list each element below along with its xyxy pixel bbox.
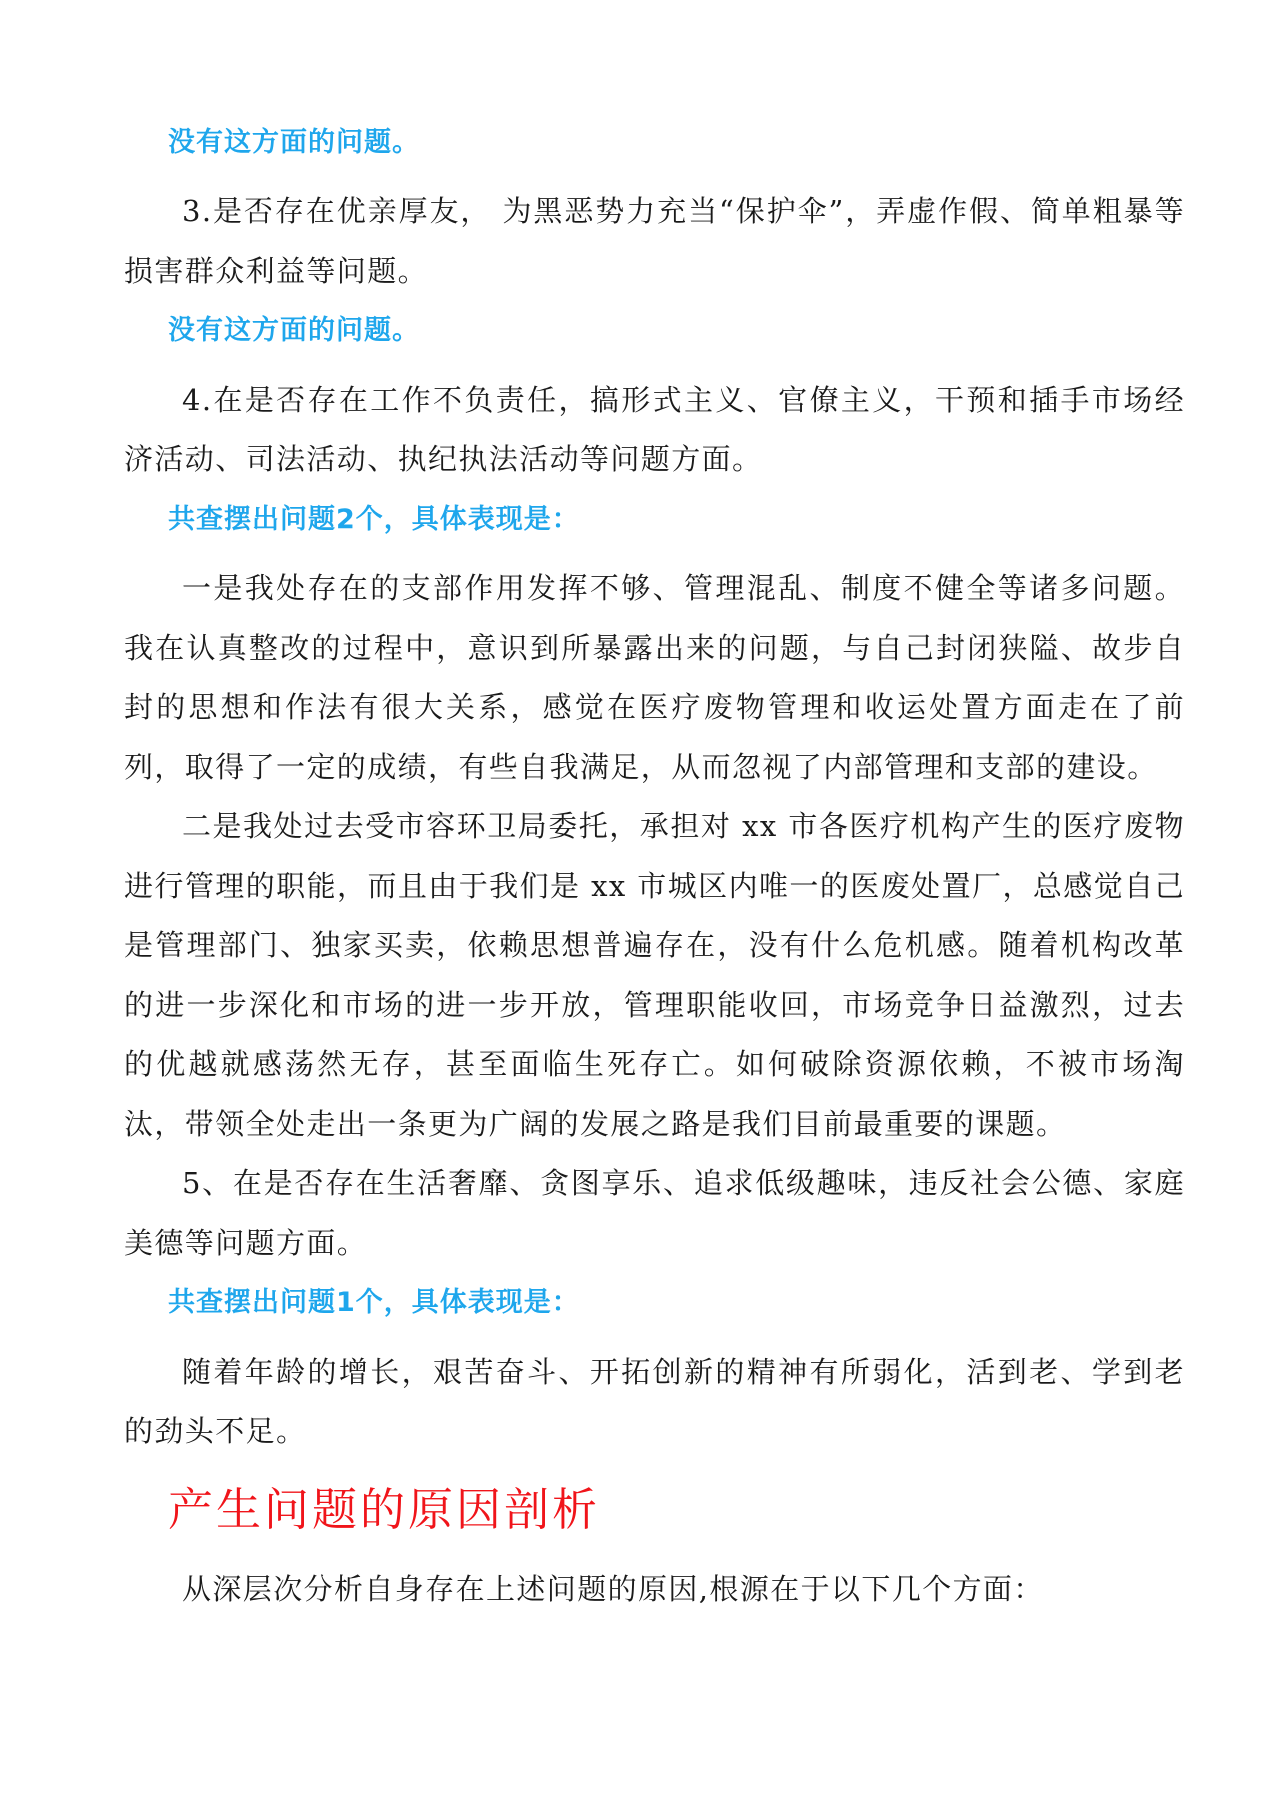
document-body [124,113,1185,1620]
section-heading: 产生问题的原因剖析 [168,1482,601,1536]
item-5-question: 5、在是否存在生活奢靡、贪图享乐、追求低级趣味，违反社会公德、家庭美德等问题方面。 [124,1166,1185,1260]
item-4-summary: 共查摆出问题2个，具体表现是： [168,503,580,535]
item-4-problem-1: 一是我处存在的支部作用发挥不够、管理混乱、制度不健全等诸多问题。我在认真整改的过程中，意识到所暴露出来的问题，与自己封闭狭隘、故步自封的思想和作法有很大关系，感觉在医疗废物管理和收运处置方面走在了前列，取得了一定的成绩，有些自我满足，从而忽视了内部管理和支部的建设。 [124,571,1185,784]
item-4-question: 4.在是否存在工作不负责任，搞形式主义、官僚主义，干预和插手市场经济活动、司法活动、执纪执法活动等问题方面。 [124,382,1185,476]
item-5-summary: 共查摆出问题1个，具体表现是： [168,1287,580,1318]
item-4-problem-2: 二是我处过去受市容环卫局委托，承担对 xx 市各医疗机构产生的医疗废物进行管理的职能，而且由于我们是 xx 市城区内唯一的医废处置厂，总感觉自己是管理部门、独家买卖，依赖思想普遍存在，没有什么危机感。随着机构改革的进一步深化和市场的进一步开放，管理职能收回，市场竞争日益激烈，过去的优越就感荡然无存，甚至面临生死存亡。如何破除资源依赖，不被市场淘汰，带领全处走出一条更为广阔的发展之路是我们目前最重要的课题。 [124,809,1185,1141]
analysis-intro: 从深层次分析自身存在上述问题的原因,根源在于以下几个方面： [182,1571,1044,1606]
answer-no-issue: 没有这方面的问题。 [168,315,420,346]
answer-no-issue: 没有这方面的问题。 [168,126,420,158]
item-3-question: 3.是否存在优亲厚友， 为黑恶势力充当“保护伞”，弄虚作假、简单粗暴等损害群众利益等问题。 [124,194,1185,288]
item-5-problem-1: 随着年龄的增长，艰苦奋斗、开拓创新的精神有所弱化，活到老、学到老的劲头不足。 [124,1354,1185,1448]
